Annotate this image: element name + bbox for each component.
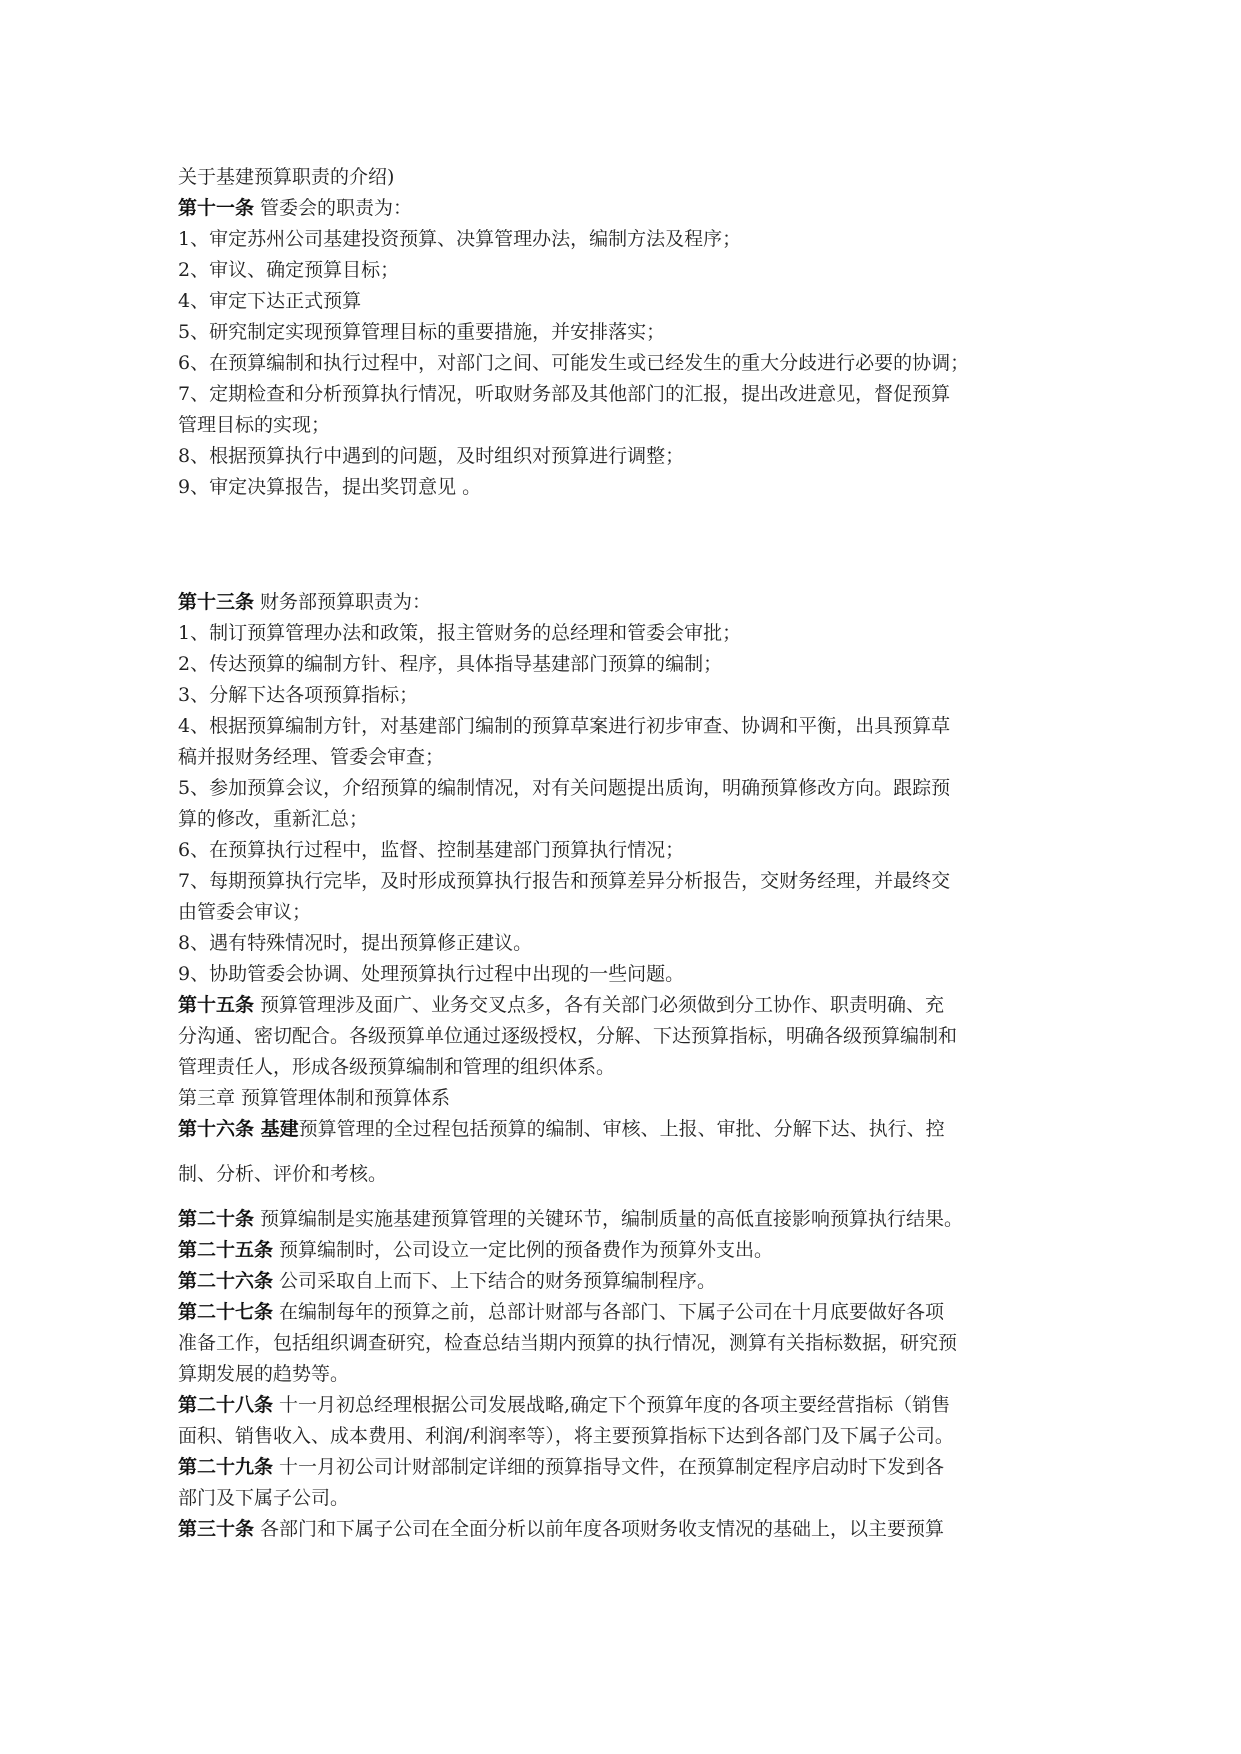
article-28-text: 十一月初总经理根据公司发展战略,确定下个预算年度的各项主要经营指标（销售 (273, 1394, 951, 1416)
article-28-cont: 面积、销售收入、成本费用、利润/利润率等），将主要预算指标下达到各部门及下属子公司。 (178, 1425, 954, 1447)
article-15-cont: 分沟通、密切配合。各级预算单位通过逐级授权，分解、下达预算指标，明确各级预算编制和 (178, 1025, 958, 1047)
article-30-heading-line (178, 1514, 1073, 1545)
article-20-label: 第二十条 (178, 1208, 255, 1230)
blank-space (178, 503, 1073, 587)
article-16-heading-line (178, 1114, 1073, 1145)
article-27-cont: 算期发展的趋势等。 (178, 1363, 350, 1385)
article-11-heading-line (178, 193, 1073, 224)
document-body (178, 162, 1073, 1545)
article-13-item: 2、传达预算的编制方针、程序，具体指导基建部门预算的编制； (178, 653, 723, 675)
article-11-text: 管委会的职责为： (254, 197, 413, 219)
article-13-text: 财务部预算职责为： (254, 591, 432, 613)
article-13-item: 由管委会审议； (178, 901, 312, 923)
article-11-item: 8、根据预算执行中遇到的问题，及时组织对预算进行调整； (178, 445, 685, 467)
article-26-text: 公司采取自上而下、上下结合的财务预算编制程序。 (273, 1270, 717, 1292)
article-13-item: 9、协助管委会协调、处理预算执行过程中出现的一些问题。 (178, 963, 685, 985)
article-29-label: 第二十九条 (178, 1456, 274, 1478)
chapter-3-title: 第三章 预算管理体制和预算体系 (178, 1087, 451, 1109)
article-28-heading-line (178, 1390, 1073, 1421)
article-11-item: 1、审定苏州公司基建投资预算、决算管理办法，编制方法及程序； (178, 228, 742, 250)
article-26-label: 第二十六条 (178, 1270, 274, 1292)
article-25-line (178, 1235, 1073, 1266)
article-13-heading-line (178, 587, 1073, 618)
article-13-item: 3、分解下达各项预算指标； (178, 684, 419, 706)
article-28-label: 第二十八条 (178, 1394, 274, 1416)
article-15-heading-line (178, 990, 1073, 1021)
article-11-item: 9、审定决算报告，提出奖罚意见 。 (178, 476, 482, 498)
article-13-item: 6、在预算执行过程中，监督、控制基建部门预算执行情况； (178, 839, 685, 861)
article-30-label: 第三十条 (178, 1518, 255, 1540)
article-13-item: 4、根据预算编制方针，对基建部门编制的预算草案进行初步审查、协调和平衡，出具预算草 (178, 715, 951, 737)
article-20-text: 预算编制是实施基建预算管理的关键环节，编制质量的高低直接影响预算执行结果。 (254, 1208, 964, 1230)
article-27-label: 第二十七条 (178, 1301, 274, 1323)
article-11-label: 第十一条 (178, 197, 255, 219)
article-11-item: 6、在预算编制和执行过程中，对部门之间、可能发生或已经发生的重大分歧进行必要的协调； (178, 352, 970, 374)
article-29-cont: 部门及下属子公司。 (178, 1487, 350, 1509)
article-11-item: 管理目标的实现； (178, 414, 331, 436)
article-11-item: 4、审定下达正式预算 (178, 290, 362, 312)
article-15-cont: 管理责任人，形成各级预算编制和管理的组织体系。 (178, 1056, 616, 1078)
article-20-line (178, 1204, 1073, 1235)
article-27-cont: 准备工作，包括组织调查研究，检查总结当期内预算的执行情况，测算有关指标数据，研究预 (178, 1332, 958, 1354)
article-25-text: 预算编制时，公司设立一定比例的预备费作为预算外支出。 (273, 1239, 774, 1261)
article-13-item: 7、每期预算执行完毕，及时形成预算执行报告和预算差异分析报告，交财务经理，并最终交 (178, 870, 951, 892)
article-27-text: 在编制每年的预算之前，总部计财部与各部门、下属子公司在十月底要做好各项 (273, 1301, 945, 1323)
article-13-item: 稿并报财务经理、管委会审查； (178, 746, 445, 768)
article-16-text: 预算管理的全过程包括预算的编制、审核、上报、审批、分解下达、执行、控 (298, 1118, 945, 1140)
article-27-heading-line (178, 1297, 1073, 1328)
article-13-item: 5、参加预算会议，介绍预算的编制情况，对有关问题提出质询，明确预算修改方向。跟踪预 (178, 777, 951, 799)
article-13-item: 算的修改，重新汇总； (178, 808, 369, 830)
article-11-item: 7、定期检查和分析预算执行情况，听取财务部及其他部门的汇报，提出改进意见，督促预算 (178, 383, 951, 405)
article-16-label: 第十六条 (178, 1118, 255, 1140)
article-15-text: 预算管理涉及面广、业务交叉点多，各有关部门必须做到分工协作、职责明确、充 (254, 994, 945, 1016)
blank-space (178, 1145, 1073, 1153)
article-26-line (178, 1266, 1073, 1297)
article-13-item: 1、制订预算管理办法和政策，报主管财务的总经理和管委会审批； (178, 622, 742, 644)
intro-line: 关于基建预算职责的介绍) (178, 166, 395, 188)
article-13-label: 第十三条 (178, 591, 255, 613)
article-11-item: 2、审议、确定预算目标； (178, 259, 400, 281)
article-29-heading-line (178, 1452, 1073, 1483)
blank-space (178, 1196, 1073, 1204)
article-11-item: 5、研究制定实现预算管理目标的重要措施，并安排落实； (178, 321, 666, 343)
article-15-label: 第十五条 (178, 994, 255, 1016)
article-25-label: 第二十五条 (178, 1239, 274, 1261)
article-13-item: 8、遇有特殊情况时，提出预算修正建议。 (178, 932, 533, 954)
article-30-text: 各部门和下属子公司在全面分析以前年度各项财务收支情况的基础上，以主要预算 (254, 1518, 945, 1540)
article-16-cont: 制、分析、评价和考核。 (178, 1163, 388, 1185)
article-29-text: 十一月初公司计财部制定详细的预算指导文件，在预算制定程序启动时下发到各 (273, 1456, 945, 1478)
article-16-bold-word: 基建 (254, 1118, 299, 1140)
